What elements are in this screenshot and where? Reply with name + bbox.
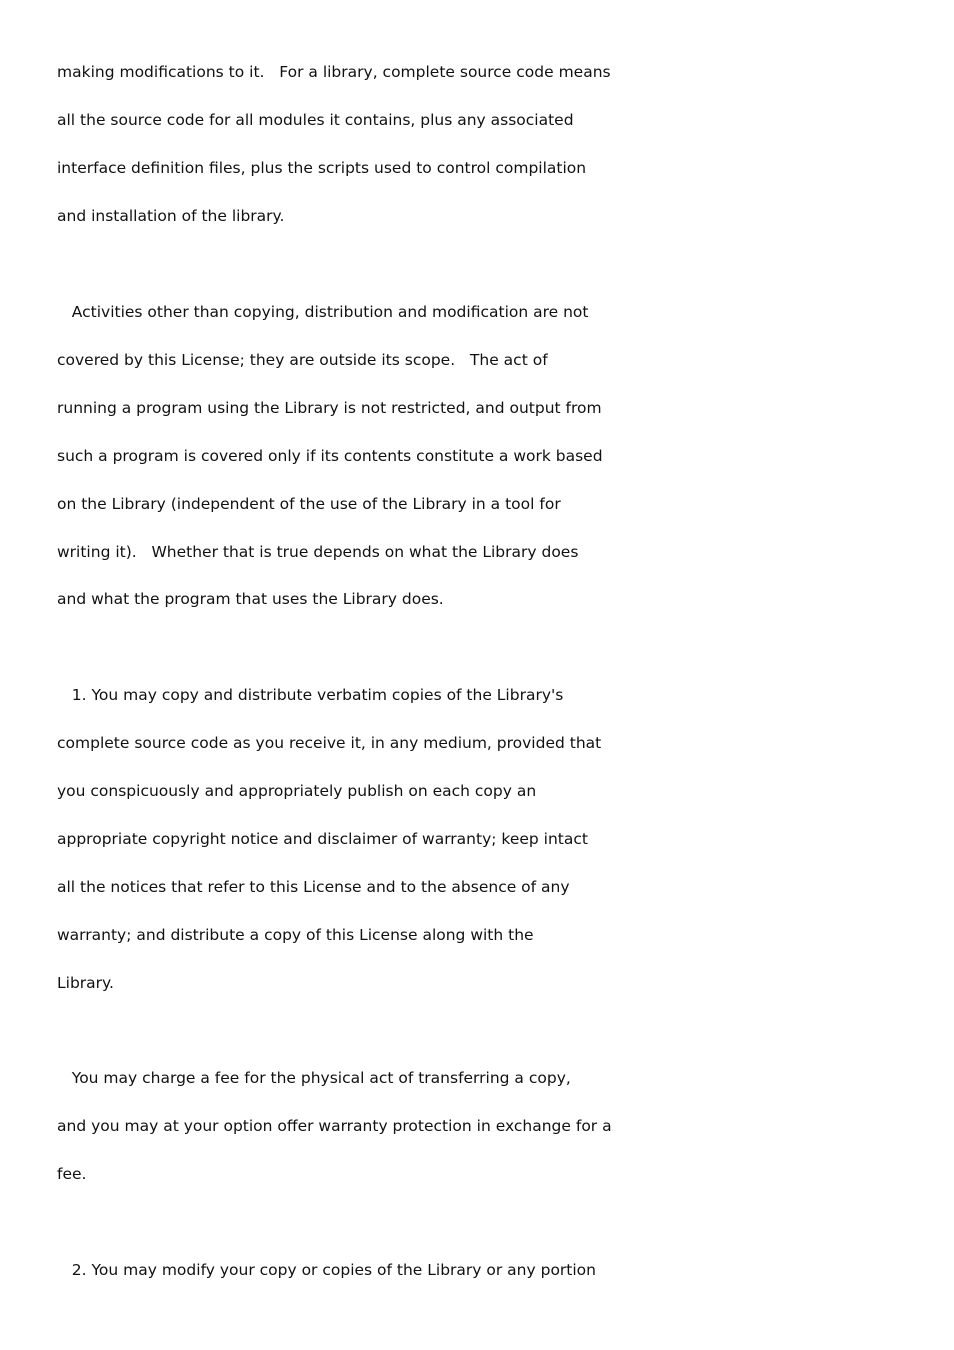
text-line: all the source code for all modules it contains, plus any associated: [57, 111, 574, 129]
text-line: such a program is covered only if its contents constitute a work based: [57, 447, 603, 465]
text-line: making modifications to it. For a library, complete source code means: [57, 63, 611, 81]
text-line: you conspicuously and appropriately publish on each copy an: [57, 782, 537, 800]
text-line: Library.: [57, 974, 114, 992]
text-line: all the notices that refer to this License and to the absence of any: [57, 878, 570, 896]
text-line: interface definition files, plus the scripts used to control compilation: [57, 159, 587, 177]
text-line: 1. You may copy and distribute verbatim copies of the Library's: [57, 686, 564, 704]
text-line: complete source code as you receive it, in any medium, provided that: [57, 734, 602, 752]
text-line: and you may at your option offer warranty protection in exchange for a: [57, 1117, 612, 1135]
text-line: 2. You may modify your copy or copies of the Library or any portion: [57, 1261, 596, 1279]
text-line: covered by this License; they are outside its scope. The act of: [57, 351, 548, 369]
text-line: fee.: [57, 1165, 87, 1183]
text-line: Activities other than copying, distribution and modification are not: [57, 303, 589, 321]
text-line: and installation of the library.: [57, 207, 285, 225]
text-line: You may charge a fee for the physical act of transferring a copy,: [57, 1069, 571, 1087]
text-line: warranty; and distribute a copy of this License along with the: [57, 926, 534, 944]
text-line: appropriate copyright notice and disclaimer of warranty; keep intact: [57, 830, 588, 848]
text-line: writing it). Whether that is true depends on what the Library does: [57, 543, 579, 561]
text-line: and what the program that uses the Library does.: [57, 590, 444, 608]
text-line: on the Library (independent of the use of the Library in a tool for: [57, 495, 561, 513]
text-line: running a program using the Library is not restricted, and output from: [57, 399, 602, 417]
